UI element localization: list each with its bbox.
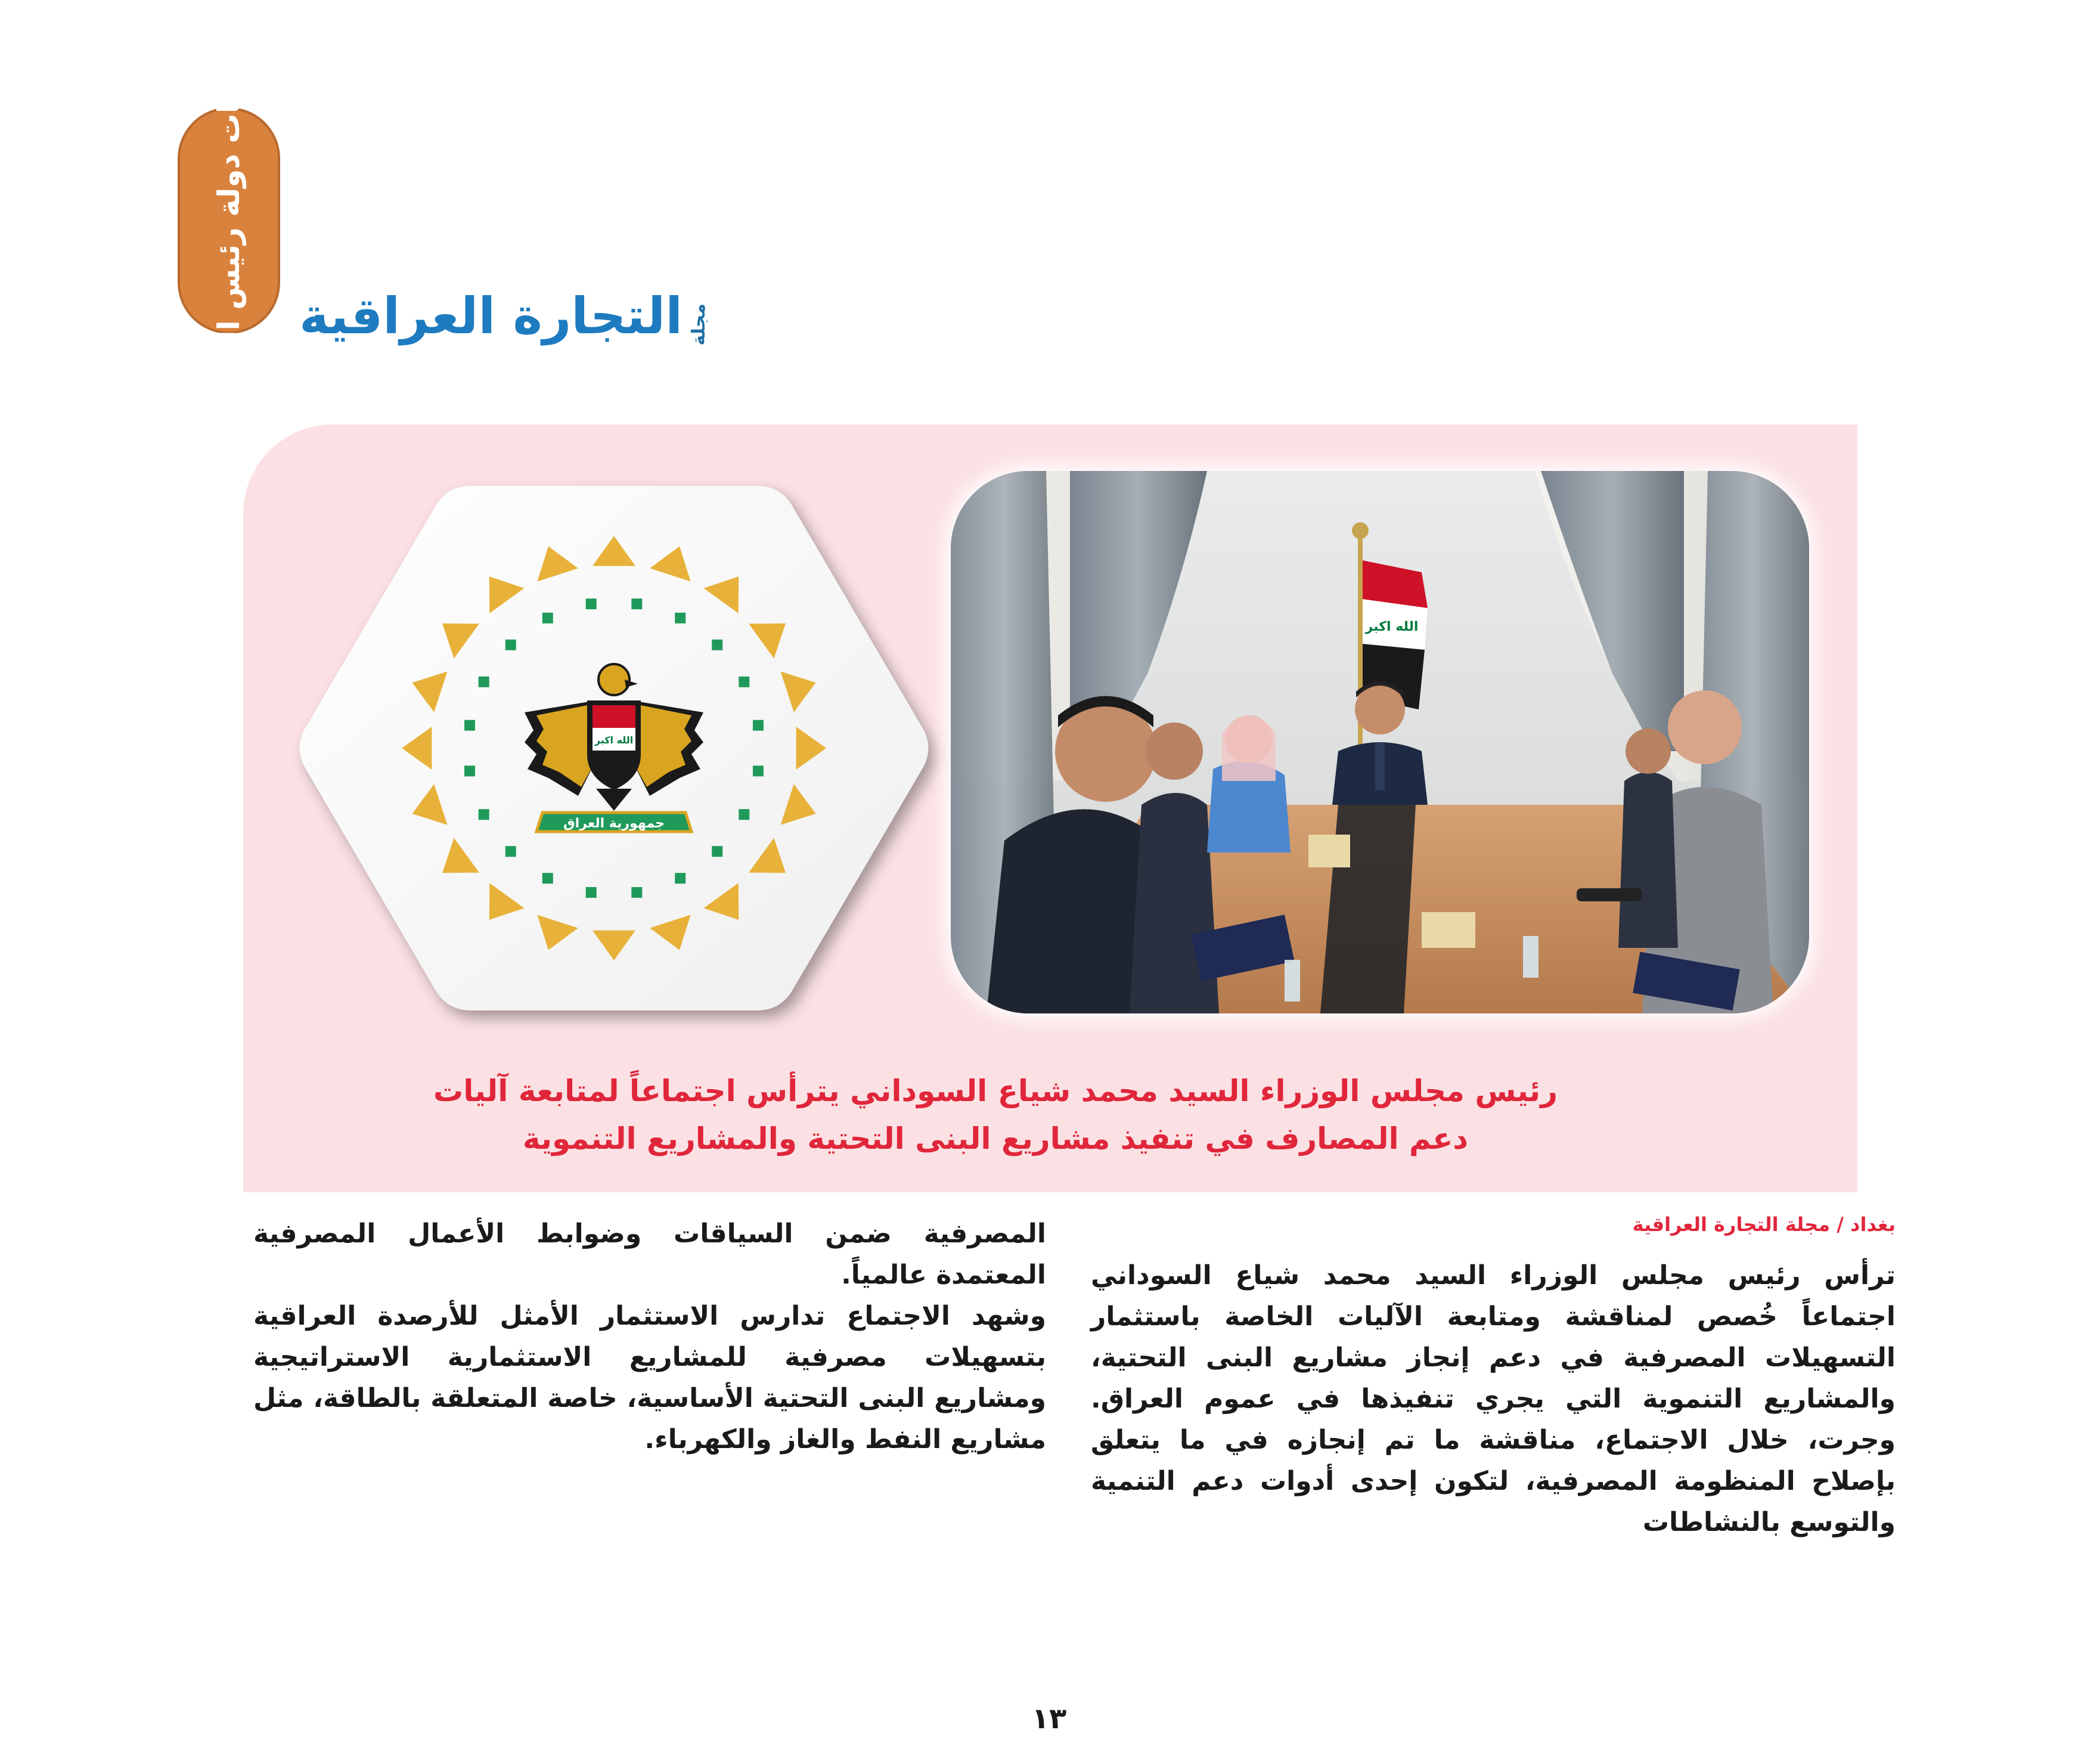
emblem-svg <box>292 474 942 1022</box>
ring-square <box>675 873 685 883</box>
article-byline: بغداد / مجلة التجارة العراقية <box>1632 1213 1896 1236</box>
ring-square <box>712 640 722 650</box>
ring-square <box>505 640 516 650</box>
article-paragraph: المصرفية ضمن السياقات وضوابط الأعمال المصرفية المعتمدة عالمياً. <box>253 1219 1046 1290</box>
ring-square <box>586 599 597 609</box>
ring-square <box>505 846 516 857</box>
section-tab-label: نشاطات دولة رئيس الوزراء <box>212 21 246 420</box>
article-paragraph: ترأس رئيس مجلس الوزراء السيد محمد شياع السوداني اجتماعاً خُصص لمناقشة ومتابعة الآليات الخاصة باستثمار التسهيلات المصرفية في دعم إنجاز مشاريع البنى التحتية، والمشاريع التنموية التي يجري تنفيذها في عموم العراق. وجرت، خلال الاجتماع، مناقشة ما تم إنجازه في ما يتعلق بإصلاح المنظومة المصرفية، لتكون إحدى أدوات دعم التنمية والتوسع بالنشاطات <box>1091 1260 1896 1537</box>
ring-square <box>712 846 722 857</box>
ring-square <box>675 613 685 624</box>
magazine-logo <box>280 280 709 346</box>
headline <box>310 1067 1681 1162</box>
svg-text:الله اكبر: الله اكبر <box>1365 619 1419 634</box>
svg-text:الله اكبر: الله اكبر <box>594 734 634 746</box>
meeting-photo <box>951 471 1809 1013</box>
ring-square <box>464 720 475 731</box>
ring-square <box>631 599 642 609</box>
section-tab <box>178 21 280 420</box>
article-column-right <box>1091 1255 1896 1543</box>
ring-square <box>479 677 489 687</box>
ring-square <box>739 677 749 687</box>
ring-square <box>464 765 475 776</box>
article-column-left <box>253 1213 1046 1460</box>
headline-line-1: رئيس مجلس الوزراء السيد محمد شياع السوداني يترأس اجتماعاً لمتابعة آليات <box>433 1074 1558 1108</box>
ring-square <box>753 765 764 776</box>
logo-name: التجارة العراقية <box>299 287 683 345</box>
ring-square <box>739 809 749 820</box>
emblem-banner-text: جمهورية العراق <box>563 816 665 831</box>
emblem-hexagon <box>292 474 942 1022</box>
article-paragraph: وشهد الاجتماع تدارس الاستثمار الأمثل للأرصدة العراقية بتسهيلات مصرفية للمشاريع الاستثمارية الاستراتيجية ومشاريع البنى التحتية الأساسية، خاصة المتعلقة بالطاقة، مثل مشاريع النفط والغاز والكهرباء. <box>253 1301 1046 1455</box>
ring-square <box>586 887 597 898</box>
ring-square <box>753 720 764 731</box>
ring-square <box>631 887 642 898</box>
meeting-photo-svg <box>951 471 1809 1013</box>
ring-square <box>479 809 489 820</box>
headline-line-2: دعم المصارف في تنفيذ مشاريع البنى التحتية والمشاريع التنموية <box>522 1121 1469 1156</box>
ring-square <box>542 613 553 624</box>
ring-square <box>542 873 553 883</box>
logo-prefix: مجلة <box>688 303 709 346</box>
page-number: ١٣ <box>1031 1702 1067 1735</box>
